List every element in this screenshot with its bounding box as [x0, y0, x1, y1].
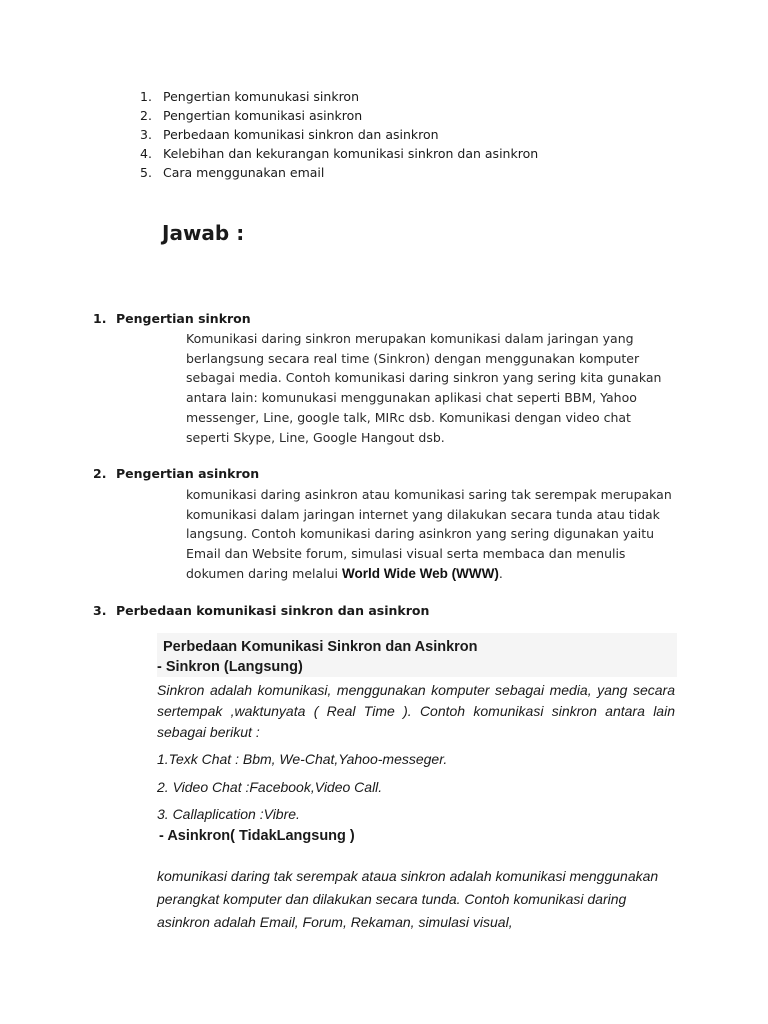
section-title: Pengertian sinkron [116, 311, 251, 326]
asinkron-subheading: - Asinkron( TidakLangsung ) [159, 828, 355, 844]
question-number: 3. [140, 127, 152, 142]
section-number: 2. [93, 466, 107, 481]
section-title: Pengertian asinkron [116, 466, 260, 481]
question-list [140, 87, 538, 182]
example-item: 2. Video Chat :Facebook,Video Call. [157, 779, 383, 795]
web-section-title: Perbedaan Komunikasi Sinkron dan Asinkron [163, 639, 478, 655]
section-3-heading [93, 603, 429, 618]
section-2-body [186, 485, 676, 584]
section-1-heading [93, 311, 251, 326]
question-text: Kelebihan dan kekurangan komunikasi sinkron dan asinkron [163, 146, 539, 161]
section-number: 3. [93, 603, 107, 618]
www-bold-text: World Wide Web (WWW) [342, 565, 499, 581]
example-item: 3. Callaplication :Vibre. [157, 806, 300, 822]
section-2-text: komunikasi daring asinkron atau komunikasi saring tak serempak merupakan komunikasi dalam jaringan internet yang dilakukan secara tunda atau tidak langsung. Contoh komunikasi daring asinkron yang sering digunakan yaitu Email dan Website forum, simulasi visual serta membaca dan menulis dokumen daring melalui [186, 487, 672, 581]
answer-heading: Jawab : [162, 221, 245, 245]
question-number: 4. [140, 146, 152, 161]
question-item [140, 163, 538, 182]
asinkron-description: komunikasi daring tak serempak ataua sinkron adalah komunikasi menggunakan perangkat komputer dan dilakukan secara tunda. Contoh komunikasi daring asinkron adalah Email, Forum, Rekaman, simulasi visual, [157, 868, 659, 930]
question-text: Pengertian komunikasi asinkron [163, 108, 363, 123]
question-item [140, 125, 538, 144]
question-item [140, 144, 538, 163]
sinkron-description: Sinkron adalah komunikasi, menggunakan komputer sebagai media, yang secara sertempak ,waktunyata ( Real Time ). Contoh komunikasi sinkron antara lain sebagai berikut : [157, 682, 675, 740]
question-text: Cara menggunakan email [163, 165, 325, 180]
question-number: 2. [140, 108, 152, 123]
sinkron-subheading: - Sinkron (Langsung) [157, 659, 303, 675]
section-2-heading [93, 466, 259, 481]
question-number: 1. [140, 89, 152, 104]
question-item [140, 87, 538, 106]
question-number: 5. [140, 165, 152, 180]
section-2-period: . [498, 565, 503, 581]
section-title: Perbedaan komunikasi sinkron dan asinkron [116, 603, 430, 618]
question-text: Pengertian komunukasi sinkron [163, 89, 360, 104]
question-item [140, 106, 538, 125]
section-number: 1. [93, 311, 107, 326]
example-item: 1.Texk Chat : Bbm, We-Chat,Yahoo-messeger. [157, 751, 448, 767]
section-1-body: Komunikasi daring sinkron merupakan komunikasi dalam jaringan yang berlangsung secara real time (Sinkron) dengan menggunakan komputer sebagai media. Contoh komunikasi daring sinkron yang sering kita gunakan antara lain: komunukasi menggunakan aplikasi chat seperti BBM, Yahoo messenger, Line, google talk, MIRc dsb. Komunikasi dengan video chat seperti Skype, Line, Google Hangout dsb. [186, 331, 662, 445]
question-text: Perbedaan komunikasi sinkron dan asinkron [163, 127, 439, 142]
